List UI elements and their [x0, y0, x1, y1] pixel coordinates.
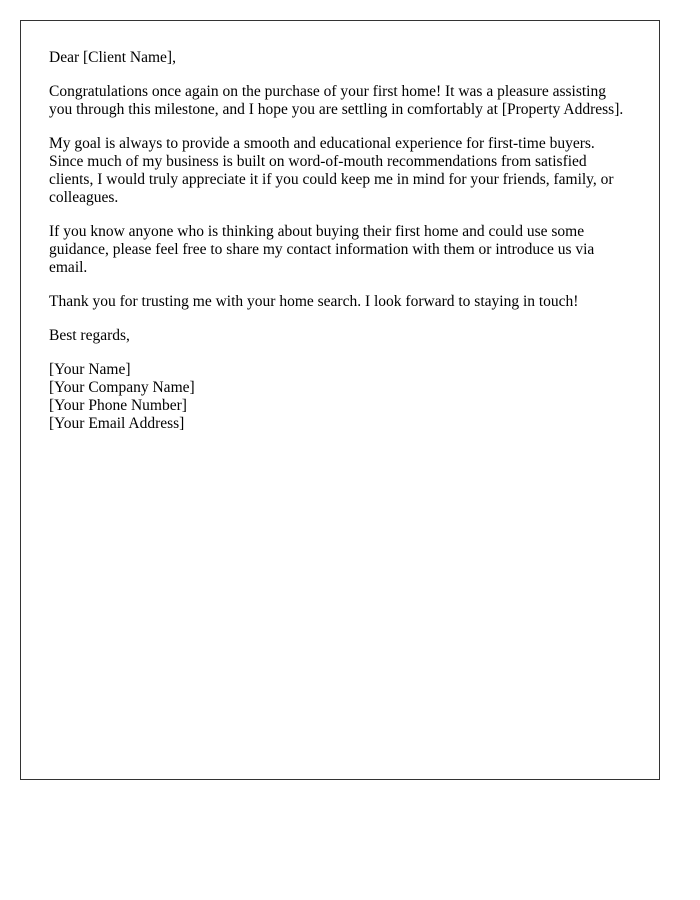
letter-document	[20, 20, 660, 780]
letter-salutation: Dear [Client Name],	[49, 49, 176, 66]
letter-paragraph-referral: If you know anyone who is thinking about buying their first home and could use some guidance, please feel free to share my contact information with them or introduce us via email.	[49, 223, 595, 276]
letter-paragraph-goal: My goal is always to provide a smooth and educational experience for first-time buyers. Since much of my business is built on word-of-mouth recommendations from satisfied clients, I would truly appreciate it if you could keep me in mind for your friends, family, or colleagues.	[49, 135, 614, 206]
signature-phone: [Your Phone Number]	[49, 397, 187, 414]
letter-paragraph-thanks: Thank you for trusting me with your home search. I look forward to staying in touch!	[49, 293, 579, 310]
signature-email: [Your Email Address]	[49, 415, 185, 432]
signature-company: [Your Company Name]	[49, 379, 195, 396]
letter-closing: Best regards,	[49, 327, 130, 344]
signature-name: [Your Name]	[49, 361, 131, 378]
signature-block	[49, 361, 631, 433]
letter-paragraph-congratulations: Congratulations once again on the purchase of your first home! It was a pleasure assisting you through this milestone, and I hope you are settling in comfortably at [Property Address].	[49, 83, 624, 118]
